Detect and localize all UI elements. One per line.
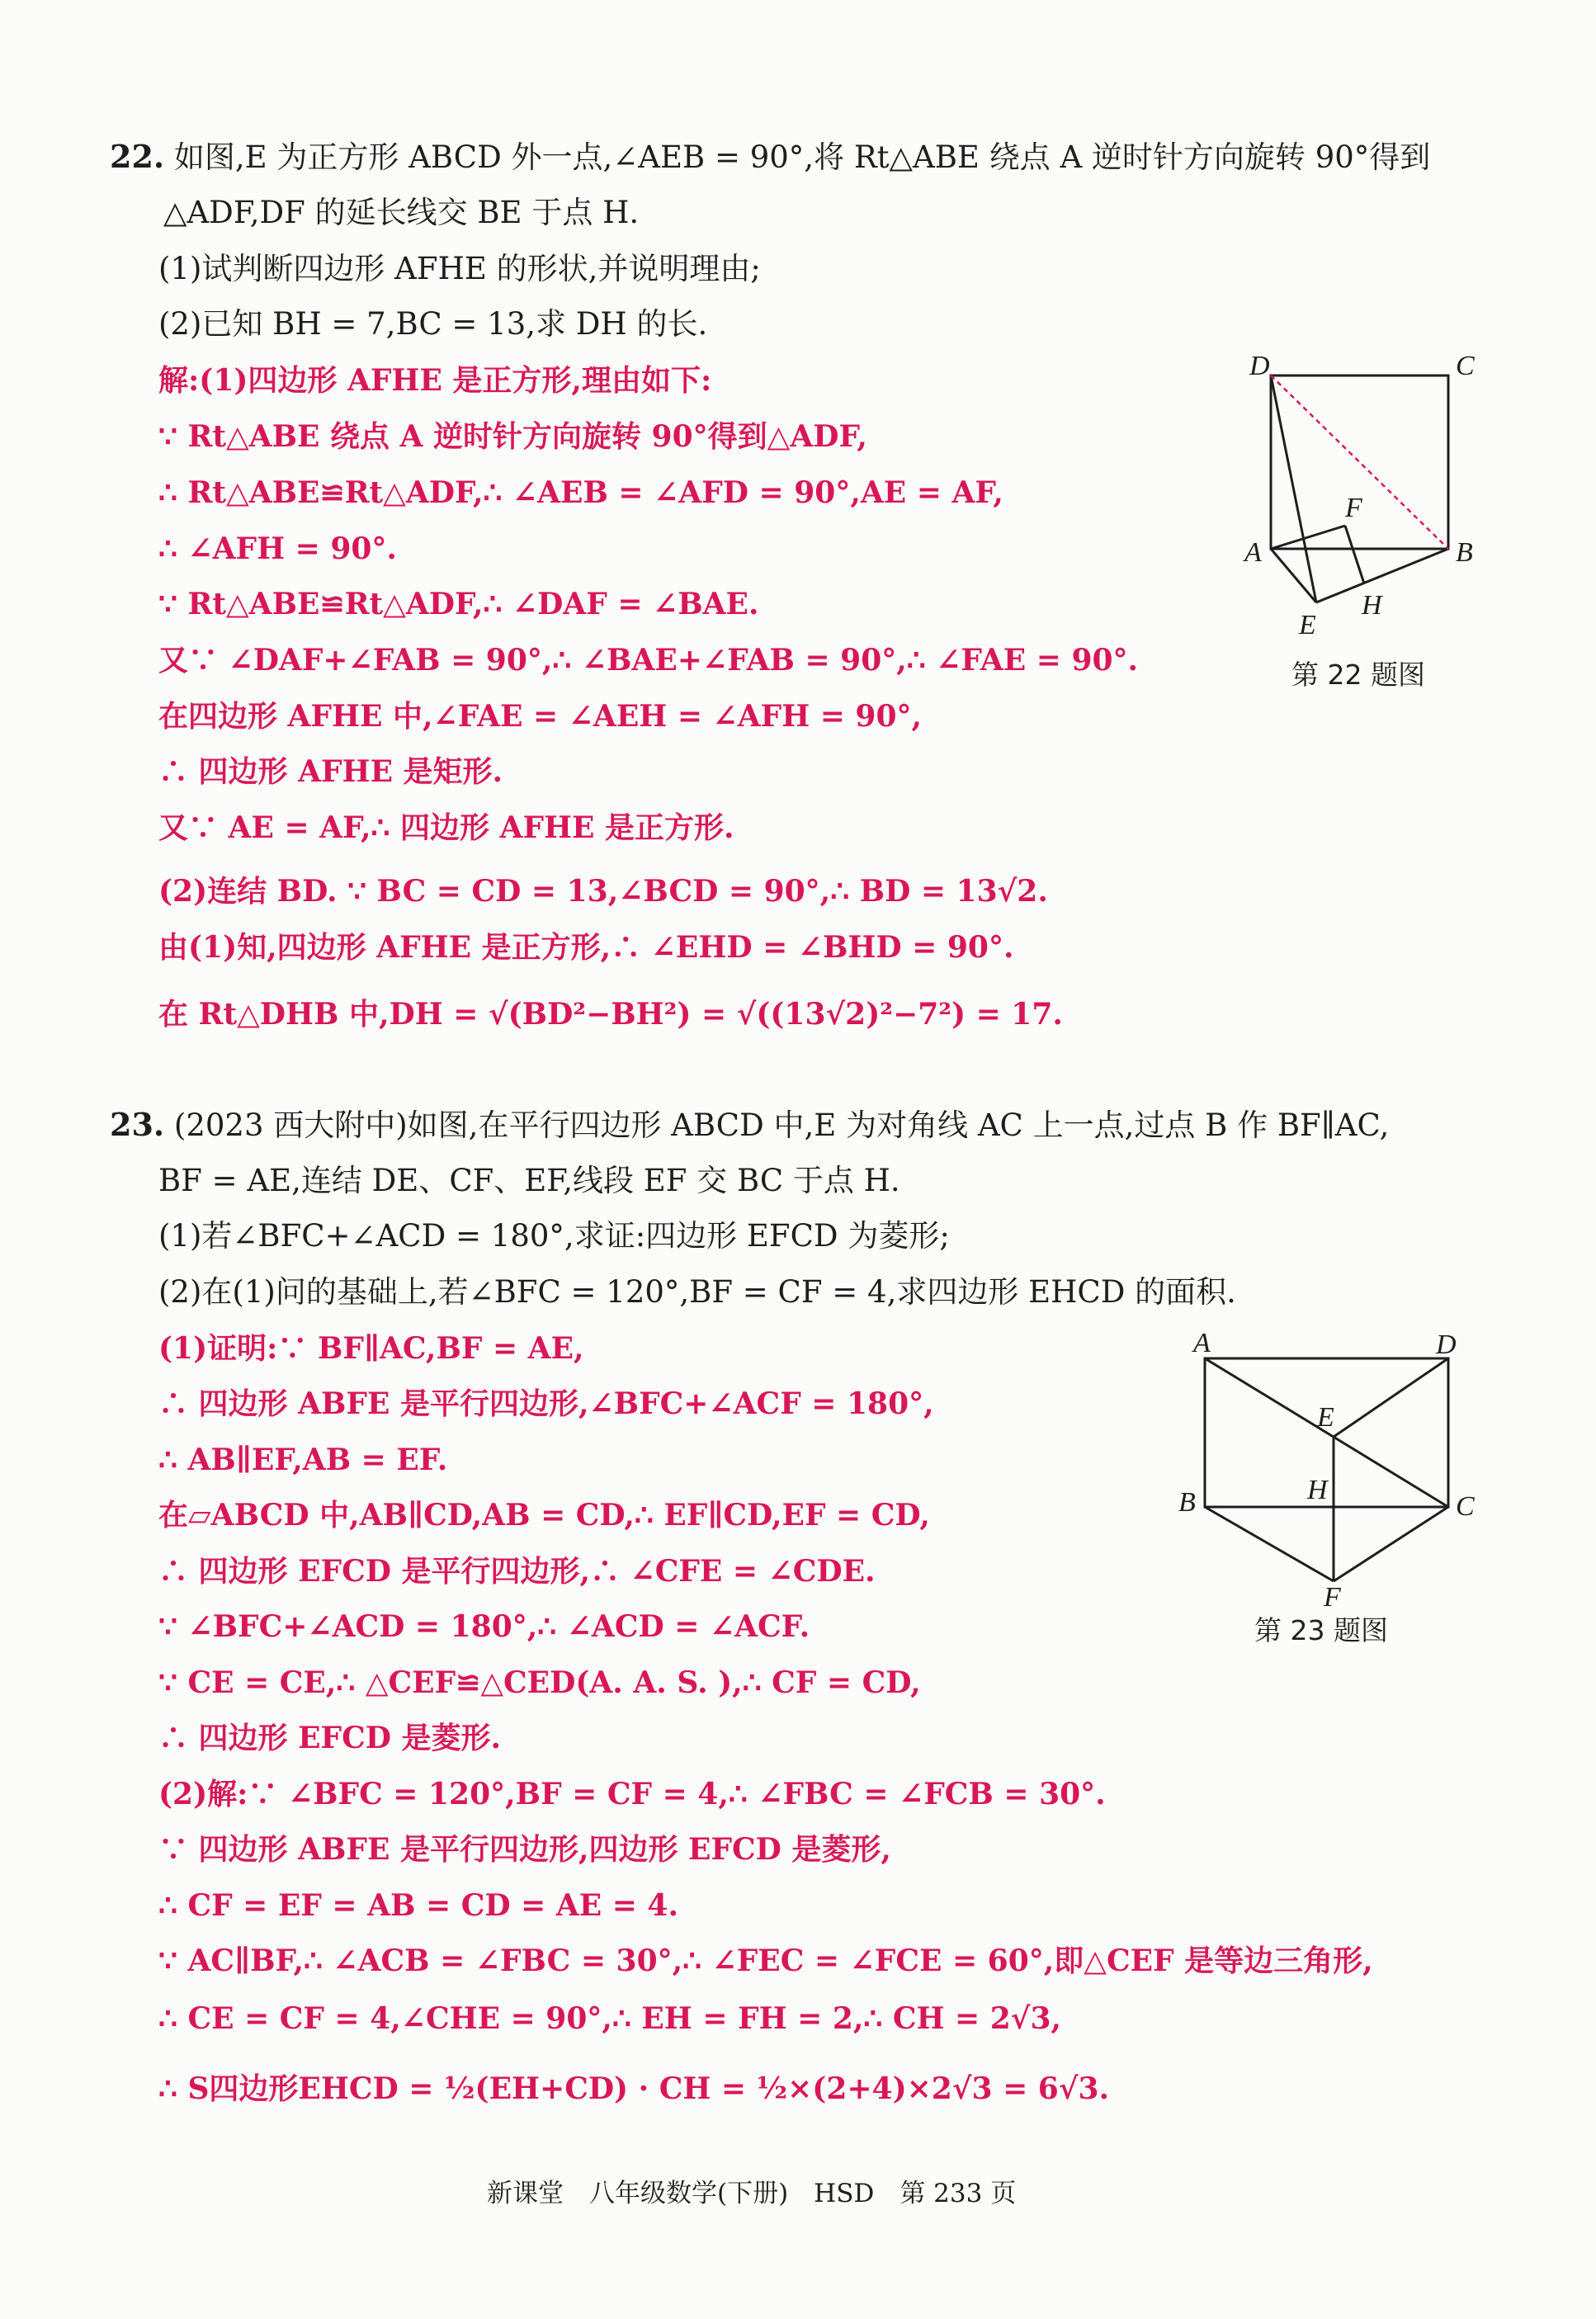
q22-stem1: 如图,E 为正方形 ABCD 外一点,∠AEB = 90°,将 Rt△ABE 绕点 A 逆时针方向旋转 90°得到 [173, 139, 1431, 175]
fig23-label-b: B [1178, 1487, 1196, 1518]
q22-part1: (1)试判断四边形 AFHE 的形状,并说明理由; [158, 251, 761, 286]
q23-solution-line: ∵ 四边形 ABFE 是平行四边形,四边形 EFCD 是菱形, [158, 1832, 891, 1867]
q22-number: 22. [110, 138, 165, 175]
fig22-label-d: D [1249, 351, 1270, 381]
q23-solution-line: ∴ CF = EF = AB = CD = AE = 4. [158, 1888, 678, 1923]
q22-solution-line: ∴ ∠AFH = 90°. [158, 531, 397, 566]
q23-solution-line: (1)证明:∵ BF∥AC,BF = AE, [158, 1331, 584, 1366]
q22-solution-line: 由(1)知,四边形 AFHE 是正方形,∴ ∠EHD = ∠BHD = 90°. [158, 930, 1014, 965]
fig22-label-e: E [1299, 610, 1316, 640]
q23-number: 23. [110, 1106, 165, 1143]
q23-solution-line: 在▱ABCD 中,AB∥CD,AB = CD,∴ EF∥CD,EF = CD, [158, 1498, 930, 1533]
q23-part1: (1)若∠BFC+∠ACD = 180°,求证:四边形 EFCD 为菱形; [158, 1218, 950, 1254]
fig23-label-c: C [1456, 1491, 1475, 1522]
q22-solution-line: 又∵ ∠DAF+∠FAB = 90°,∴ ∠BAE+∠FAB = 90°,∴ ∠FAE = 90°. [158, 643, 1139, 678]
fig23-label-d: D [1436, 1330, 1457, 1360]
q22-stem-line2: △ADF,DF 的延长线交 BE 于点 H. [163, 195, 640, 230]
q22-figure-caption: 第 22 题图 [1291, 659, 1425, 691]
q23-solution-line: ∴ S四边形EHCD = ½(EH+CD) · CH = ½×(2+4)×2√3 = 6√3. [158, 2071, 1110, 2106]
fig23-label-h: H [1307, 1475, 1328, 1505]
q23-solution-line: ∵ AC∥BF,∴ ∠ACB = ∠FBC = 30°,∴ ∠FEC = ∠FCE = 60°,即△CEF 是等边三角形, [158, 1944, 1373, 1978]
q22-solution-line: 在四边形 AFHE 中,∠FAE = ∠AEH = ∠AFH = 90°, [158, 699, 923, 734]
q23-solution-line: ∵ CE = CE,∴ △CEF≌△CED(A. A. S. ),∴ CF = CD, [158, 1665, 921, 1700]
q22-solution-line: (2)连结 BD. ∵ BC = CD = 13,∠BCD = 90°,∴ BD = 13√2. [158, 874, 1048, 909]
fig23-label-e: E [1317, 1402, 1334, 1433]
q23-solution-line: ∴ AB∥EF,AB = EF. [158, 1443, 448, 1477]
q23-figure-caption: 第 23 题图 [1254, 1614, 1388, 1646]
q22-figure [1230, 347, 1502, 652]
q22-solution-line: ∴ Rt△ABE≌Rt△ADF,∴ ∠AEB = ∠AFD = 90°,AE = AF, [158, 475, 1003, 510]
q23-figure [1172, 1319, 1502, 1608]
q23-stem-line2: BF = AE,连结 DE、CF、EF,线段 EF 交 BC 于点 H. [158, 1163, 900, 1198]
q23-solution-line: ∵ ∠BFC+∠ACD = 180°,∴ ∠ACD = ∠ACF. [158, 1609, 810, 1644]
q23-stem1: (2023 西大附中)如图,在平行四边形 ABCD 中,E 为对角线 AC 上一点,过点 B 作 BF∥AC, [173, 1108, 1390, 1143]
q23-solution-line: ∴ CE = CF = 4,∠CHE = 90°,∴ EH = FH = 2,∴ CH = 2√3, [158, 2001, 1062, 2036]
q22-part2: (2)已知 BH = 7,BC = 13,求 DH 的长. [158, 306, 708, 342]
q22-solution-line: ∵ Rt△ABE 绕点 A 逆时针方向旋转 90°得到△ADF, [158, 419, 867, 454]
q22-solution-line: 解:(1)四边形 AFHE 是正方形,理由如下: [158, 363, 712, 398]
q23-stem-line1 [110, 1106, 1389, 1145]
page-footer: 新课堂 八年级数学(下册) HSD 第 233 页 [487, 2179, 1017, 2208]
q23-part2: (2)在(1)问的基础上,若∠BFC = 120°,BF = CF = 4,求四边形 EHCD 的面积. [158, 1274, 1236, 1310]
q22-solution-line: ∴ 四边形 AFHE 是矩形. [158, 754, 503, 789]
q23-solution-line: ∴ 四边形 ABFE 是平行四边形,∠BFC+∠ACF = 180°, [158, 1386, 934, 1421]
q22-solution-line: ∵ Rt△ABE≌Rt△ADF,∴ ∠DAF = ∠BAE. [158, 587, 759, 621]
q22-solution-line: 又∵ AE = AF,∴ 四边形 AFHE 是正方形. [158, 810, 734, 845]
fig23-label-a: A [1193, 1328, 1211, 1358]
q23-solution-line: ∴ 四边形 EFCD 是平行四边形,∴ ∠CFE = ∠CDE. [158, 1554, 876, 1589]
fig22-label-a: A [1244, 537, 1262, 568]
q22-solution-line: 在 Rt△DHB 中,DH = √(BD²−BH²) = √((13√2)²−7²) = 17. [158, 997, 1063, 1032]
q23-solution-line: (2)解:∵ ∠BFC = 120°,BF = CF = 4,∴ ∠FBC = ∠FCB = 30°. [158, 1777, 1106, 1811]
fig22-label-c: C [1456, 351, 1475, 381]
fig23-label-f: F [1324, 1582, 1341, 1608]
q23-solution-line: ∴ 四边形 EFCD 是菱形. [158, 1721, 502, 1755]
q22-stem-line1 [110, 138, 1430, 177]
fig22-label-h: H [1362, 590, 1382, 621]
fig22-label-f: F [1345, 493, 1362, 523]
fig22-label-b: B [1456, 537, 1473, 568]
